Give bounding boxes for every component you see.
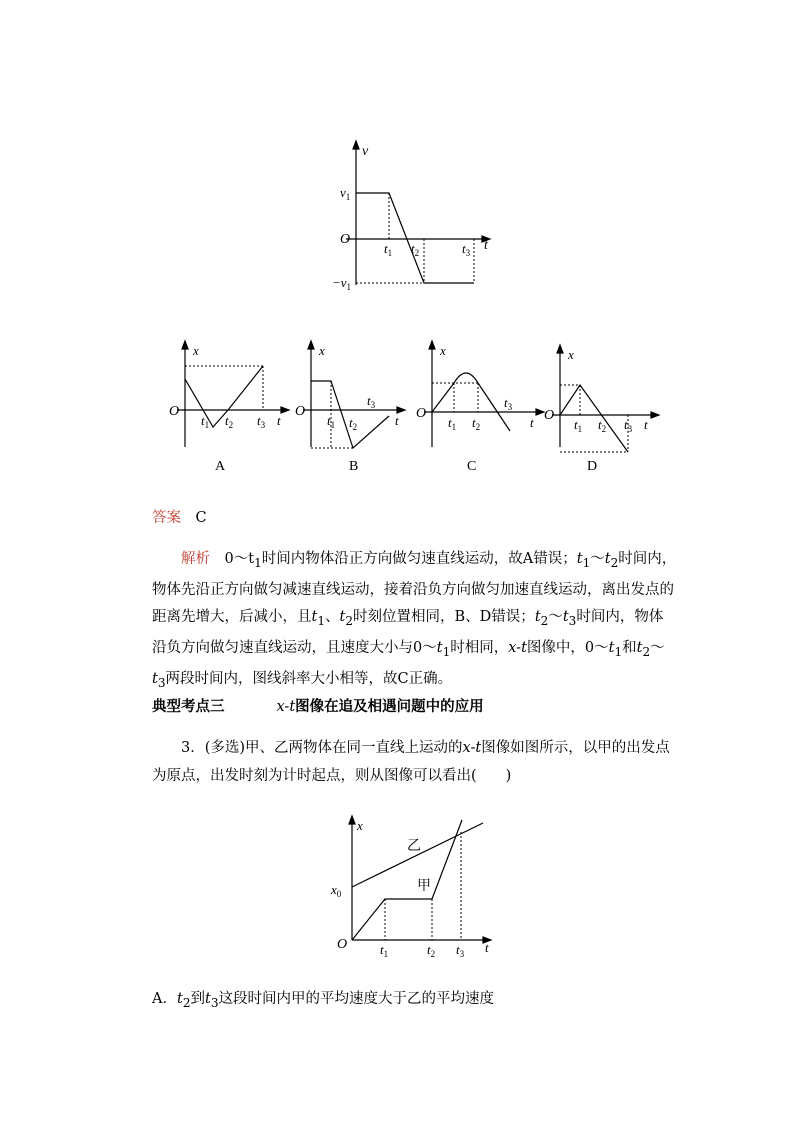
analysis-paragraph: 解析 $0\sim t_1$时间内物体沿正方向做匀速直线运动，故A错误；$t_1\sim t_2$时间内，物体先沿正方向做匀减速直线运动，接着沿负方向做匀加速直线运动，离出发点的距离先增大，后减小，且$t_1$、$t_2$时刻位置相同，B、D错误；$t_2\sim t_3$时间内，物体沿负方向做匀速直线运动，且速度大小与$0\sim t_1$时相同，x-t图像中，$0\sim t_1$和$t_2\sim t_3$两段时间内，图线斜率大小相等，故C正确。	[152, 551, 677, 690]
svg-text:t: t	[644, 417, 648, 432]
option-b-graph	[295, 341, 405, 474]
answer-value: C	[195, 510, 207, 526]
answer-line	[152, 505, 677, 531]
svg-text:x: x	[568, 347, 574, 362]
svg-text:t: t	[530, 415, 534, 430]
section-topic: 图像在追及相遇问题中的应用	[295, 699, 484, 715]
jia-yi-xt-graph	[325, 810, 510, 958]
svg-text:t: t	[277, 413, 281, 428]
svg-text:t3: $t_3$	[257, 413, 266, 430]
option-a-caption: A	[215, 459, 226, 474]
v-axis-label: v	[362, 144, 369, 159]
v1-label: $v_1$	[340, 185, 351, 202]
t-axis-label: t	[485, 940, 489, 955]
svg-text:x: x	[440, 343, 446, 358]
option-a-graph	[169, 341, 289, 474]
option-d-caption: D	[587, 459, 598, 474]
neg-v1-label: $-v_1$	[332, 275, 352, 292]
svg-text:t2: $t_2$	[598, 417, 607, 434]
question-paragraph: 3．(多选)甲、乙两物体在同一直线上运动的x-t图像如图所示，以甲的出发点为原点，出发时刻为计时起点，则从图像可以看出( )	[152, 740, 670, 784]
option-c-caption: C	[467, 459, 477, 474]
svg-text:O: O	[416, 406, 427, 421]
x-axis-label: x	[193, 343, 199, 358]
x0-label: $x_0$	[331, 882, 342, 899]
svg-text:t1: $t_1$	[380, 942, 389, 959]
svg-text:t1: $t_1$	[327, 413, 336, 430]
svg-text:t3: $t_3$	[456, 942, 465, 959]
svg-text:t2: $t_2$	[472, 415, 481, 432]
option-c-graph	[416, 341, 544, 474]
x-axis-label: x	[357, 818, 363, 833]
analysis-label: 解析	[181, 551, 210, 567]
vt-graph	[334, 135, 504, 300]
t-axis-label: t	[484, 238, 488, 253]
svg-text:O: O	[295, 404, 306, 419]
option-d-graph	[544, 345, 659, 474]
section-title: 典型考点三	[152, 699, 225, 715]
option-b-caption: B	[349, 459, 359, 474]
svg-text:t1: $t_1$	[574, 417, 583, 434]
origin-label: O	[169, 404, 180, 419]
t1-label: $t_1$	[384, 241, 393, 258]
answer-label: 答案	[152, 510, 181, 526]
section-header: 典型考点三 x-t图像在追及相遇问题中的应用	[152, 699, 484, 715]
origin-label: O	[340, 232, 351, 247]
t3-label: $t_3$	[462, 241, 471, 258]
yi-label: 乙	[407, 839, 421, 854]
svg-text:t2: $t_2$	[349, 415, 358, 432]
t2-label: $t_2$	[411, 241, 420, 258]
svg-text:t1: $t_1$	[448, 415, 457, 432]
jia-label: 甲	[417, 879, 431, 894]
svg-text:t2: $t_2$	[225, 413, 234, 430]
svg-text:t3: $t_3$	[624, 417, 633, 434]
svg-text:t2: $t_2$	[427, 942, 436, 959]
svg-text:t1: $t_1$	[201, 413, 210, 430]
origin-label: O	[337, 937, 348, 952]
svg-text:t3: $t_3$	[367, 393, 376, 410]
svg-text:t: t	[395, 413, 399, 428]
svg-text:O: O	[544, 408, 555, 423]
xt-options-figure	[165, 335, 670, 485]
svg-text:t3: $t_3$	[504, 395, 513, 412]
svg-text:x: x	[319, 343, 325, 358]
option-a-text: A．$t_2$到$t_3$这段时间内甲的平均速度大于乙的平均速度	[152, 991, 495, 1010]
